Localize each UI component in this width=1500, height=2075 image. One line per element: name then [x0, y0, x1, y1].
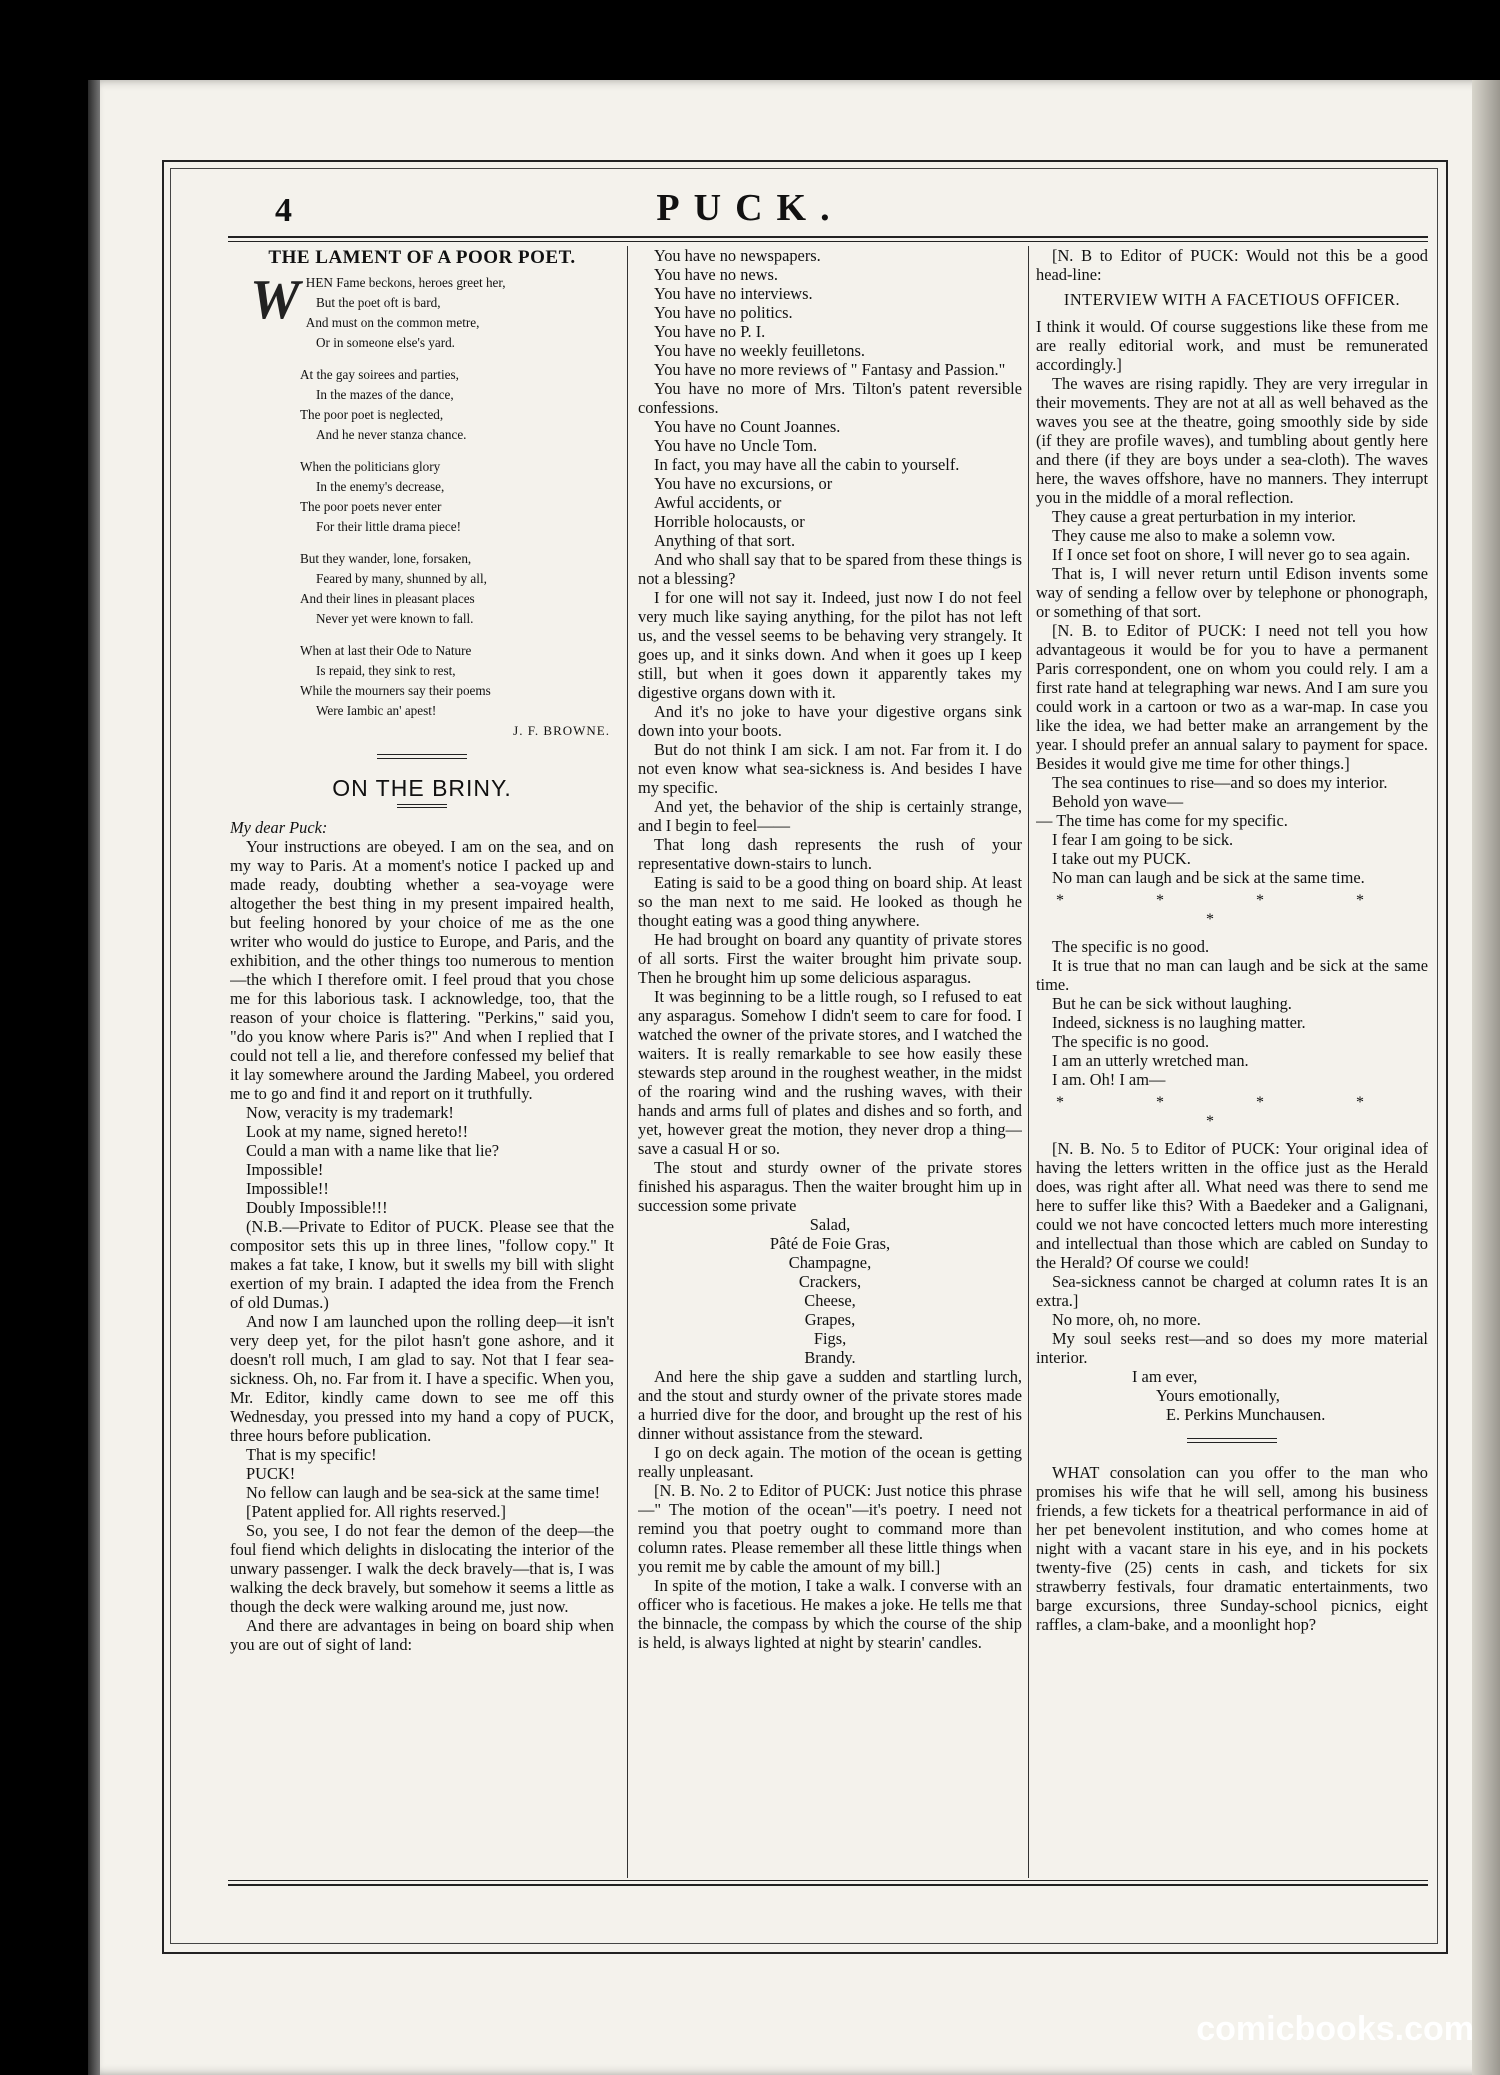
consolation-paragraph: WHAT consolation can you offer to the man who promises his wife that he will sell, among his business friends, a few tickets for a theatrical performance in aid of her pet benevolent institution, and who comes home at night with a vacant stare in his eye, and in his pockets twenty-five (25) cents in cash, and tickets for six strawberry festivals, four dramatic entertainments, two barge excursions, three Sunday-school picnics, eight raffles, a clam-bake, and a moonlight hop? — [1036, 1463, 1428, 1634]
text-line: You have no excursions, or — [654, 474, 833, 493]
paragraph: No fellow can laugh and be sea-sick at the same time! — [246, 1483, 601, 1502]
paragraph: I for one will not say it. Indeed, just now I do not feel very much like saying anything, for the pilot has not left us, and the vessel seems to be behaving very strangely. It goes up, and it sinks down. And when it goes up I keep still, but when it goes down it apparently takes my digestive organs down with it. — [638, 588, 1022, 702]
header-rule — [228, 236, 1428, 238]
text-line: You have no Count Joannes. — [654, 417, 841, 436]
text-line: You have no Uncle Tom. — [654, 436, 818, 455]
column-3 — [1036, 246, 1428, 1878]
paragraph: And here the ship gave a sudden and startling lurch, and the stout and sturdy owner of the private stores made a hurried dive for the door, and brought up the rest of his dinner without assistance from the steward. — [638, 1367, 1022, 1443]
paragraph: Sea-sickness cannot be charged at column rates It is an extra.] — [1036, 1272, 1428, 1310]
text-line: Look at my name, signed hereto!! — [246, 1122, 469, 1141]
paragraph: The stout and sturdy owner of the private stores finished his asparagus. Then the waiter brought him up in succession some private — [638, 1158, 1022, 1215]
poem-line: While the mourners say their poems — [300, 683, 491, 698]
poem-line: When the politicians glory — [300, 459, 441, 474]
salutation: My dear Puck: — [230, 818, 328, 837]
column-rule — [1028, 246, 1029, 1878]
poem-line: But the poet oft is bard, — [316, 295, 441, 310]
poem-line: And their lines in pleasant places — [300, 591, 475, 606]
text-line: Could a man with a name like that lie? — [246, 1141, 500, 1160]
paragraph: PUCK! — [246, 1464, 296, 1483]
signature: E. Perkins Munchausen. — [1166, 1405, 1326, 1424]
poem-line: Never yet were known to fall. — [316, 611, 474, 626]
paragraph: That is, I will never return until Edison invents some way of sending a fellow over by telephone or phonograph, or something of that sort. — [1036, 564, 1428, 621]
poem-line: In the enemy's decrease, — [316, 479, 445, 494]
paragraph: In spite of the motion, I take a walk. I converse with an officer who is facetious. He makes a joke. He tells me that the binnacle, the compass by which the course of the ship is held, is always lighted at night by stearin' candles. — [638, 1576, 1022, 1652]
poem-stanza — [300, 641, 614, 721]
paragraph: I think it would. Of course suggestions like these from me are really editorial work, and must be remunerated accordingly.] — [1036, 317, 1428, 374]
paragraph: [N. B to Editor of PUCK: Would not this be a good head-line: — [1036, 246, 1428, 284]
watermark: comicbooks.com — [1196, 2010, 1474, 2048]
paragraph: And there are advantages in being on board ship when you are out of sight of land: — [230, 1616, 614, 1654]
paragraph: If I once set foot on shore, I will never go to sea again. — [1052, 545, 1411, 564]
column-rule — [627, 246, 628, 1878]
poem-stanza — [250, 269, 614, 353]
paragraph: No more, oh, no more. — [1052, 1310, 1201, 1329]
poem-stanza — [300, 457, 614, 537]
footer-rule-thin — [228, 1880, 1428, 1881]
paragraph: But do not think I am sick. I am not. Far from it. I do not even know what sea-sickness is. And besides I have my specific. — [638, 740, 1022, 797]
paragraph: It is true that no man can laugh and be sick at the same time. — [1036, 956, 1428, 994]
menu-item: Pâté de Foie Gras, — [769, 1234, 891, 1253]
paragraph: (N.B.—Private to Editor of PUCK. Please see that the compositor sets this up in three lines, "follow copy." It makes a fat take, I know, but it swells my bill with slight exertion of my brain. I adapted the idea from the French of old Dumas.) — [230, 1217, 614, 1312]
text-line: You have no P. I. — [654, 322, 766, 341]
paragraph: They cause a great perturbation in my interior. — [1052, 507, 1357, 526]
paragraph: I go on deck again. The motion of the ocean is getting really unpleasant. — [638, 1443, 1022, 1481]
poem-line: At the gay soirees and parties, — [300, 367, 459, 382]
text-line: But he can be sick without laughing. — [1052, 994, 1292, 1013]
text-line: You have no newspapers. — [654, 246, 821, 265]
paragraph: [N. B. to Editor of PUCK: I need not tell you how advantageous it would be for you to have a permanent Paris correspondent, one on whom you could rely. I am a first rate hand at telegraphing war news. And I am sure you could work in a cartoon or two as a war-map. In case you like the idea, we had better make an arrangement by the year. I should prefer an annual salary to payment for space. Besides it would give me time for other things.] — [1036, 621, 1428, 773]
paragraph: And it's no joke to have your digestive organs sink down into your boots. — [638, 702, 1022, 740]
paragraph: And who shall say that to be spared from these things is not a blessing? — [638, 550, 1022, 588]
paragraph: That is my specific! — [246, 1445, 377, 1464]
menu-item: Salad, — [809, 1215, 851, 1234]
paragraph: No man can laugh and be sick at the same time. — [1052, 868, 1365, 887]
column-1 — [230, 246, 614, 1878]
footer-rule — [228, 1884, 1428, 1886]
text-line: Now, veracity is my trademark! — [246, 1103, 454, 1122]
suggested-headline: INTERVIEW WITH A FACETIOUS OFFICER. — [1063, 290, 1401, 309]
title-divider — [397, 804, 447, 808]
paragraph: Behold yon wave— — [1052, 792, 1184, 811]
paragraph: You have no more of Mrs. Tilton's patent reversible confessions. — [638, 379, 1022, 417]
paragraph: The waves are rising rapidly. They are very irregular in their movements. They are not at all as well behaved as the waves you see at the theatre, going smoothly side by side (if they are profile waves), and tumbling about gently here and there (if they are boys under a sea-cloth). The waves here, the waves offshore, have no manners. They interrupt you in the middle of a moral reflection. — [1036, 374, 1428, 507]
text-line: I fear I am going to be sick. — [1052, 830, 1234, 849]
poem-line: The poor poet is neglected, — [300, 407, 444, 422]
signoff-line: I am ever, — [1132, 1367, 1198, 1386]
text-line: Doubly Impossible!!! — [246, 1198, 388, 1217]
text-line: You have no interviews. — [654, 284, 813, 303]
paragraph: That long dash represents the rush of your representative down-stairs to lunch. — [638, 835, 1022, 873]
paragraph: [Patent applied for. All rights reserved.] — [246, 1502, 506, 1521]
paragraph: My soul seeks rest—and so does my more material interior. — [1036, 1329, 1428, 1367]
text-line: You have no news. — [654, 265, 778, 284]
menu-item: Crackers, — [798, 1272, 862, 1291]
text-line: I am an utterly wretched man. — [1052, 1051, 1249, 1070]
poem-stanza — [300, 365, 614, 445]
text-line: Anything of that sort. — [654, 531, 796, 550]
poem-line: But they wander, lone, forsaken, — [300, 551, 472, 566]
poem-stanza — [300, 549, 614, 629]
text-line: Horrible holocausts, or — [654, 512, 805, 531]
paragraph: [N. B. No. 2 to Editor of PUCK: Just notice this phrase—" The motion of the ocean"—it's poetry. I need not remind you that poetry ought to command more than column rates. Please remember all these little things when you remit me by cable the amount of my bill.] — [638, 1481, 1022, 1576]
header-rule-thin — [228, 241, 1428, 242]
masthead: PUCK. — [656, 187, 844, 229]
poem-line: For their little drama piece! — [316, 519, 462, 534]
text-line: Impossible! — [246, 1160, 324, 1179]
paragraph: Your instructions are obeyed. I am on the sea, and on my way to Paris. At a moment's notice I packed up and made ready, doubting whether a sea-voyage were altogether the best thing in my present impaired health, but feeling honored by your choice of me as the one writer who would do justice to Europe, and Paris, and the exhibition, and the other things too numerous to mention—the which I therefore omit. I feel proud that you chose me for this laborious task. I acknowledge, too, that the reason of your choice is flattering. "Perkins," said you, "do you know where Paris is?" And when I replied that I could not tell a lie, and therefore confessed my belief that it lay somewhere around the Jarding Mabeel, you ordered me to go and find it and report on it truthfully. — [230, 837, 614, 1103]
text-line: I am. Oh! I am— — [1052, 1070, 1166, 1089]
section-divider — [1187, 1438, 1277, 1443]
poem-line: HEN Fame beckons, heroes greet her, — [305, 275, 506, 290]
poem-line: In the mazes of the dance, — [316, 387, 454, 402]
text-line: I take out my PUCK. — [1052, 849, 1191, 868]
text-line: Impossible!! — [246, 1179, 329, 1198]
poem-line: When at last their Ode to Nature — [300, 643, 472, 658]
paragraph: Eating is said to be a good thing on board ship. At least so the man next to me said. He looked as though he thought eating was a good thing anywhere. — [638, 873, 1022, 930]
menu-item: Figs, — [813, 1329, 847, 1348]
poem-line: Is repaid, they sink to rest, — [316, 663, 456, 678]
paragraph: — The time has come for my specific. — [1036, 811, 1288, 830]
paragraph: The sea continues to rise—and so does my interior. — [1052, 773, 1388, 792]
poem-line: Or in someone else's yard. — [316, 335, 455, 350]
paragraph: And yet, the behavior of the ship is certainly strange, and I begin to feel—— — [638, 797, 1022, 835]
paragraph: In fact, you may have all the cabin to yourself. — [654, 455, 960, 474]
text-line: You have no weekly feuilletons. — [654, 341, 865, 360]
paragraph: They cause me also to make a solemn vow. — [1052, 526, 1336, 545]
column-2 — [638, 246, 1022, 1878]
dropcap: W — [250, 269, 300, 331]
paragraph: The specific is no good. — [1052, 937, 1210, 956]
text-line: The specific is no good. — [1052, 1032, 1210, 1051]
text-line: Indeed, sickness is no laughing matter. — [1052, 1013, 1306, 1032]
poem-author: J. F. BROWNE. — [513, 723, 610, 738]
article-title: ON THE BRINY. — [332, 775, 512, 801]
binding-gutter — [88, 80, 100, 2075]
poem-line: Feared by many, shunned by all, — [316, 571, 487, 586]
menu-item: Cheese, — [804, 1291, 856, 1310]
paragraph: It was beginning to be a little rough, so I refused to eat any asparagus. Somehow I didn't seem to care for food. I watched the owner of the private stores, and I watched the waiters. It is really remarkable to see how easily these stewards step around in the roughest weather, in the midst of the roaring wind and the rushing waves, with their hands and arms full of plates and dishes and so forth, and yet, however great the motion, they never drop a thing—save a casual H or so. — [638, 987, 1022, 1158]
menu-item: Grapes, — [804, 1310, 856, 1329]
poem-title: THE LAMENT OF A POOR POET. — [268, 247, 576, 268]
page-number: 4 — [275, 192, 292, 229]
section-divider — [377, 754, 467, 759]
paragraph: You have no more reviews of " Fantasy and Passion." — [654, 360, 1006, 379]
poem-line: And he never stanza chance. — [316, 427, 467, 442]
poem — [250, 269, 614, 721]
menu-item: Champagne, — [788, 1253, 872, 1272]
menu-item: Brandy. — [804, 1348, 856, 1367]
poem-line: The poor poets never enter — [300, 499, 442, 514]
asterism: * * * * * — [1056, 1094, 1408, 1130]
paragraph: And now I am launched upon the rolling deep—it isn't very deep yet, for the pilot hasn't gone ashore, and it doesn't roll much, I am glad to say. Not that I fear sea-sickness. Oh, no. Far from it. I have a specific. When you, Mr. Editor, kindly came down to see me off this Wednesday, you pressed into my hand a copy of PUCK, three hours before publication. — [230, 1312, 614, 1445]
signoff-line: Yours emotionally, — [1156, 1386, 1280, 1405]
page-edge — [1472, 80, 1500, 2075]
paragraph: So, you see, I do not fear the demon of the deep—the foul fiend which delights in dislocating the interior of the unwary passenger. I walk the deck bravely—that is, I was walking the deck bravely, but somehow it seems a little as though the deck were walking around me, just now. — [230, 1521, 614, 1616]
text-line: Awful accidents, or — [654, 493, 782, 512]
paragraph: [N. B. No. 5 to Editor of PUCK: Your original idea of having the letters written in the office just as the Herald does, was right after all. What need was there to send me here to suffer like this? With a Baedeker and a Galignani, could we not have concocted letters much more interesting and intellectual than those which are cabled on Sunday to the Herald? Of course we could! — [1036, 1139, 1428, 1272]
asterism: * * * * * — [1056, 892, 1408, 928]
text-line: You have no politics. — [654, 303, 793, 322]
paragraph: He had brought on board any quantity of private stores of all sorts. First the waiter brought him private soup. Then he brought him up some delicious asparagus. — [638, 930, 1022, 987]
poem-line: And must on the common metre, — [305, 315, 480, 330]
poem-line: Were Iambic an' apest! — [316, 703, 437, 718]
